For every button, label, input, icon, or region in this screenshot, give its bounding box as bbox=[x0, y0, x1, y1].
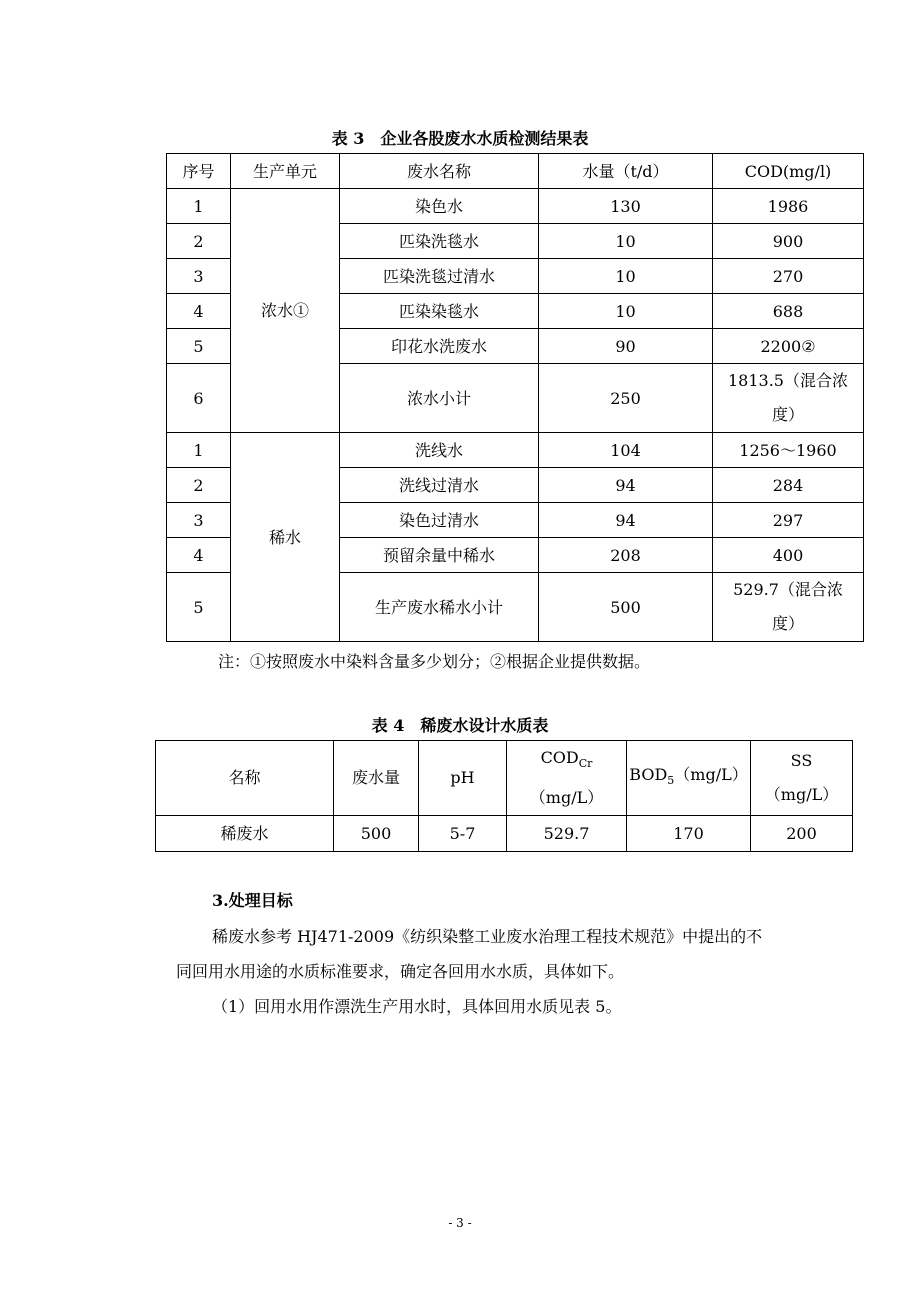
header-cell bbox=[627, 741, 751, 816]
bod-unit: （mg/L） bbox=[674, 765, 748, 784]
cell: 250 bbox=[539, 364, 713, 433]
cell: 1 bbox=[167, 433, 231, 468]
cell: 2 bbox=[167, 224, 231, 259]
bod-subscript: 5 bbox=[667, 774, 675, 788]
unit-cell: 浓水① bbox=[231, 189, 340, 433]
header-cell: 废水名称 bbox=[340, 154, 539, 189]
cell: 5 bbox=[167, 573, 231, 642]
header-cell: 废水量 bbox=[334, 741, 419, 816]
cell: 130 bbox=[539, 189, 713, 224]
cell: 洗线过清水 bbox=[340, 468, 539, 503]
cell: 500 bbox=[539, 573, 713, 642]
cell: 529.7（混合浓度） bbox=[713, 573, 864, 642]
cell: 688 bbox=[713, 294, 864, 329]
cell: 预留余量中稀水 bbox=[340, 538, 539, 573]
cell: 4 bbox=[167, 538, 231, 573]
header-cell: 生产单元 bbox=[231, 154, 340, 189]
cell: 170 bbox=[627, 816, 751, 852]
cell: 5-7 bbox=[419, 816, 507, 852]
cell: 染色水 bbox=[340, 189, 539, 224]
table-header-row bbox=[156, 741, 853, 816]
bod-label: BOD bbox=[629, 765, 668, 784]
table4-caption: 表 4 稀废水设计水质表 bbox=[371, 716, 549, 735]
header-cell bbox=[751, 741, 853, 816]
cell: 1 bbox=[167, 189, 231, 224]
paragraph-line: 同回用水用途的水质标准要求，确定各回用水水质，具体如下。 bbox=[176, 962, 625, 981]
unit-cell: 稀水 bbox=[231, 433, 340, 642]
paragraph-line: （1）回用水用作漂洗生产用水时，具体回用水质见表 5。 bbox=[212, 997, 622, 1016]
cell: 900 bbox=[713, 224, 864, 259]
cell: 500 bbox=[334, 816, 419, 852]
table-row bbox=[167, 189, 864, 224]
cell: 208 bbox=[539, 538, 713, 573]
cell: 10 bbox=[539, 259, 713, 294]
cell: 400 bbox=[713, 538, 864, 573]
cell: 529.7 bbox=[507, 816, 627, 852]
cell: 104 bbox=[539, 433, 713, 468]
cell: 2 bbox=[167, 468, 231, 503]
cell: 94 bbox=[539, 503, 713, 538]
page-number: - 3 - bbox=[448, 1216, 472, 1230]
cell: 洗线水 bbox=[340, 433, 539, 468]
cell: 染色过清水 bbox=[340, 503, 539, 538]
table-row bbox=[167, 433, 864, 468]
cod-unit: （mg/L） bbox=[529, 788, 604, 808]
header-cell: 水量（t/d） bbox=[539, 154, 713, 189]
cell: 3 bbox=[167, 503, 231, 538]
cell: 6 bbox=[167, 364, 231, 433]
cell: 1986 bbox=[713, 189, 864, 224]
table-header-row bbox=[167, 154, 864, 189]
table3-caption: 表 3 企业各股废水水质检测结果表 bbox=[331, 129, 589, 148]
cell: 稀废水 bbox=[156, 816, 334, 852]
cell: 200 bbox=[751, 816, 853, 852]
cell: 5 bbox=[167, 329, 231, 364]
cell: 生产废水稀水小计 bbox=[340, 573, 539, 642]
table3 bbox=[166, 153, 864, 642]
cell: 匹染洗毯过清水 bbox=[340, 259, 539, 294]
cell: 10 bbox=[539, 224, 713, 259]
cell: 1813.5（混合浓度） bbox=[713, 364, 864, 433]
cell: 1256～1960 bbox=[713, 433, 864, 468]
cod-label: COD bbox=[540, 748, 579, 767]
cell: 10 bbox=[539, 294, 713, 329]
table4 bbox=[155, 740, 853, 852]
cell: 匹染染毯水 bbox=[340, 294, 539, 329]
header-cell: 序号 bbox=[167, 154, 231, 189]
cell: 2200② bbox=[713, 329, 864, 364]
ss-label: SS bbox=[790, 751, 813, 771]
ss-unit: （mg/L） bbox=[764, 785, 839, 805]
cod-subscript: Cr bbox=[578, 757, 593, 771]
cell: 297 bbox=[713, 503, 864, 538]
paragraph-line: 稀废水参考 HJ471-2009《纺织染整工业废水治理工程技术规范》中提出的不 bbox=[212, 927, 763, 946]
cell: 270 bbox=[713, 259, 864, 294]
cell: 4 bbox=[167, 294, 231, 329]
header-cell: 名称 bbox=[156, 741, 334, 816]
header-cell: pH bbox=[419, 741, 507, 816]
cell: 94 bbox=[539, 468, 713, 503]
cell: 印花水洗废水 bbox=[340, 329, 539, 364]
cell: 浓水小计 bbox=[340, 364, 539, 433]
cell: 284 bbox=[713, 468, 864, 503]
cell: 匹染洗毯水 bbox=[340, 224, 539, 259]
header-cell: COD(mg/l) bbox=[713, 154, 864, 189]
section-heading: 3.处理目标 bbox=[212, 891, 293, 910]
cell: 90 bbox=[539, 329, 713, 364]
header-cell bbox=[507, 741, 627, 816]
table3-note: 注：①按照废水中染料含量多少划分；②根据企业提供数据。 bbox=[218, 652, 651, 671]
table-row bbox=[156, 816, 853, 852]
cell: 3 bbox=[167, 259, 231, 294]
